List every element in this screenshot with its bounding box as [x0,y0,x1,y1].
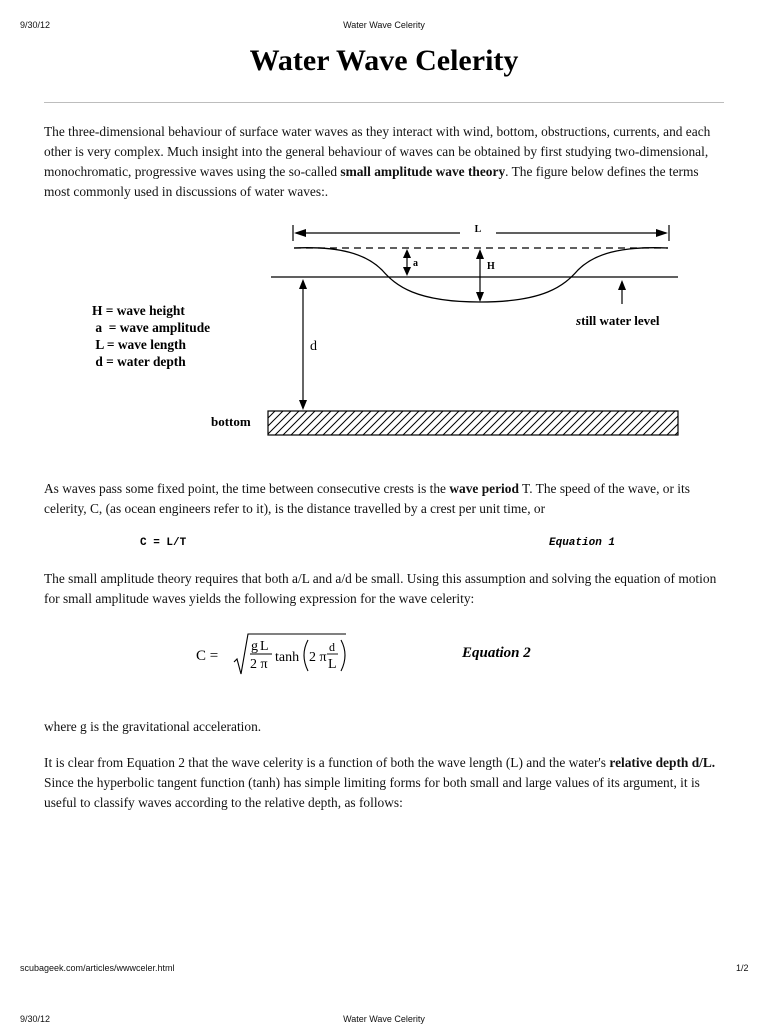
equation-2-label: Equation 2 [462,645,531,661]
eq2-d: d [329,640,335,654]
gravity-note: where g is the gravitational acceleration. [44,719,262,734]
eq2-two-pi: 2 π [250,657,268,672]
wave-period-term: wave period [449,481,519,496]
legend-item: a = wave amplitude [92,320,211,335]
next-page-title: Water Wave Celerity [343,1014,425,1024]
eq2-L2: L [328,657,337,672]
bottom-label: bottom [211,414,251,429]
label-d: d [310,339,317,354]
eq2-lhs: C = [196,648,219,664]
wave-period-paragraph: As waves pass some fixed point, the time between consecutive crests is the wave period T. The speed of the wave, or its celerity, C, (as ocean engineers refer to it), is the distance travelled by a crest per unit time, or [44,481,690,516]
intro-paragraph: The three-dimensional behaviour of surface water waves as they interact with wind, bottom, obstructions, currents, and each other is very complex. Much insight into the general behaviour of waves can be obtained by first studying two-dimensional, monochromatic, progressive waves using the so-called small amplitude wave theory. The figure below defines the terms most commonly used in discussions of water waves:. [44,124,711,199]
equation-2 [196,630,356,680]
small-amplitude-paragraph: The small amplitude theory requires that both a/L and a/d be small. Using this assumption and solving the equation of motion for small amplitude waves yields the following expression for the wave celerity: [44,571,717,606]
still-water-label: still water level [576,313,660,328]
legend-item: H = wave height [92,303,185,318]
label-a: a [413,258,418,269]
page-title: Water Wave Celerity [249,44,519,77]
eq2-tanh: tanh [275,650,300,665]
print-title: Water Wave Celerity [343,20,425,30]
page-url: scubageek.com/articles/wwwceler.html [20,963,175,973]
equation-2-formula [196,630,356,680]
title-divider [44,102,724,103]
relative-depth-term: relative depth d/L. [609,755,716,770]
figure-legend [92,302,210,370]
wave-definition-figure [0,214,768,444]
sea-bottom [268,411,678,435]
relative-depth-paragraph: It is clear from Equation 2 that the wave celerity is a function of both the wave length (L) and the water's relative depth d/L. Since the hyperbolic tangent function (tanh) has simple limiting forms for both small and large values of its argument, it is useful to classify waves according to the relative depth, as follows: [44,755,716,810]
small-amplitude-term: small amplitude wave theory [340,164,506,179]
eq2-g: g [251,639,258,654]
equation-1-label: Equation 1 [549,537,616,549]
label-L: L [474,224,482,235]
label-H: H [487,261,495,272]
legend-item: d = water depth [92,354,186,369]
legend-item: L = wave length [92,337,186,352]
eq2-arg: 2 π [309,650,327,665]
equation-1-formula: C = L/T [140,537,187,549]
page-number: 1/2 [736,963,749,973]
eq2-L: L [260,639,269,654]
next-page-date: 9/30/12 [20,1014,51,1024]
print-date: 9/30/12 [20,20,51,30]
